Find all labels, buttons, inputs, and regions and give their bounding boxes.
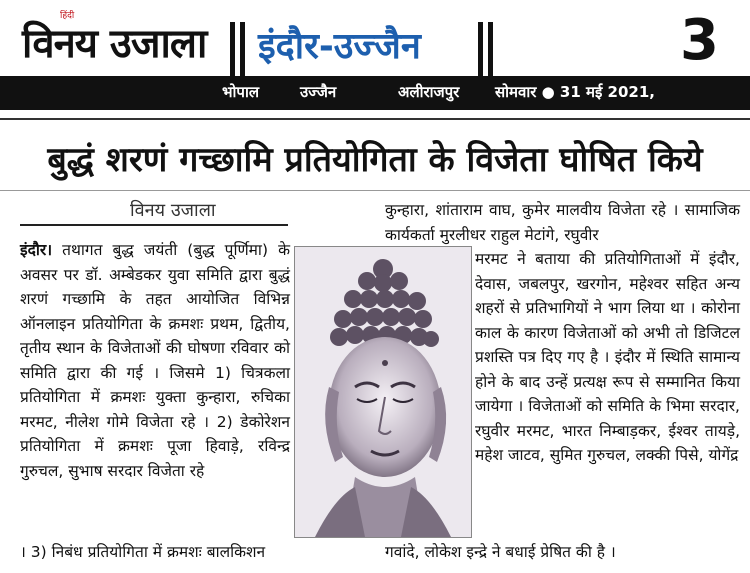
buddha-illustration — [295, 247, 471, 537]
divider-bar — [230, 22, 235, 76]
divider-bar — [478, 22, 483, 76]
headline-rule — [0, 190, 750, 191]
city-alirajpur: अलीराजपुर — [398, 83, 460, 101]
article-body-right-bottom: गवांदे, लोकेश इन्द्रे ने बधाई प्रेषित की है । — [385, 543, 616, 561]
issue-date: सोमवार ● 31 मई 2021, — [495, 83, 655, 101]
city-ujjain: उज्जैन — [300, 83, 337, 101]
masthead — [0, 0, 750, 112]
brand-tag: हिंदी — [60, 11, 75, 21]
divider-bar — [240, 22, 245, 76]
newspaper-logo: विनय उजाला — [22, 21, 207, 67]
page-number: 3 — [680, 8, 719, 73]
article-body-right: मरमट ने बताया की प्रतियोगिताओं में इंदौर, देवास, जबलपुर, खरगोन, महेश्वर सहित अन्य शहरों से प्रतिभागियों ने भाग लिया था । कोरोना काल के कारण विजेताओं को अभी तो डिजिटल प्रशस्ति पत्र दिए गए है । इंदौर में स्थिति सामान्य होने के बाद उन्हें प्रत्यक्ष रूप से सम्मानित किया जायेगा । विजेताओं को समिति के भिमा सरदार, रघुवीर मरमट, भारत निम्बाड़कर, ईश्वर तायड़े, महेश जाटव, सुमित गुरुचल, लक्की पिसे, योगेंद्र — [475, 250, 740, 464]
byline: विनय उजाला — [130, 200, 216, 221]
article-body-left: तथागत बुद्ध जयंती (बुद्ध पूर्णिमा) के अवसर पर डॉ. अम्बेडकर युवा समिति द्वारा बुद्धं शरणं गच्छामि के तहत आयोजित विभिन्न ऑनलाइन प्रतियोगिता के क्रमशः प्रथम, द्वितीय, तृतीय स्थान के विजेताओं की घोषणा रविवार को समिति द्वारा की गई । जिसमे 1) चित्रकला प्रतियोगिता में क्रमशः युक्ता कुन्हारा, रुचिका मरमट, नीलेश गोमे विजेता रहे । 2) डेकोरेशन प्रतियोगिता में क्रमशः पूजा हिवाड़े, रविन्द्र गुरुचल, सुभाष सरदार विजेता रहे — [20, 241, 290, 480]
dateline: इंदौर। — [20, 241, 53, 259]
city-strip — [0, 76, 750, 110]
article-body-right-top: कुन्हारा, शांताराम वाघ, कुमेर मालवीय विजेता रहे । सामाजिक कार्यकर्ता मुरलीधर राहुल मेटांगे, रघुवीर — [385, 201, 740, 244]
article-body-left-bottom: । 3) निबंध प्रतियोगिता में क्रमशः बालकिशन — [20, 543, 266, 561]
edition-title: इंदौर-उज्जैन — [258, 26, 421, 67]
buddha-sketch-image — [294, 246, 472, 538]
headline: बुद्धं शरणं गच्छामि प्रतियोगिता के विजेता घोषित किये — [47, 140, 703, 180]
header-rule — [0, 118, 750, 120]
byline-rule — [20, 224, 288, 226]
city-bhopal: भोपाल — [222, 83, 260, 101]
divider-bar — [488, 22, 493, 76]
article-column-left — [20, 238, 290, 483]
